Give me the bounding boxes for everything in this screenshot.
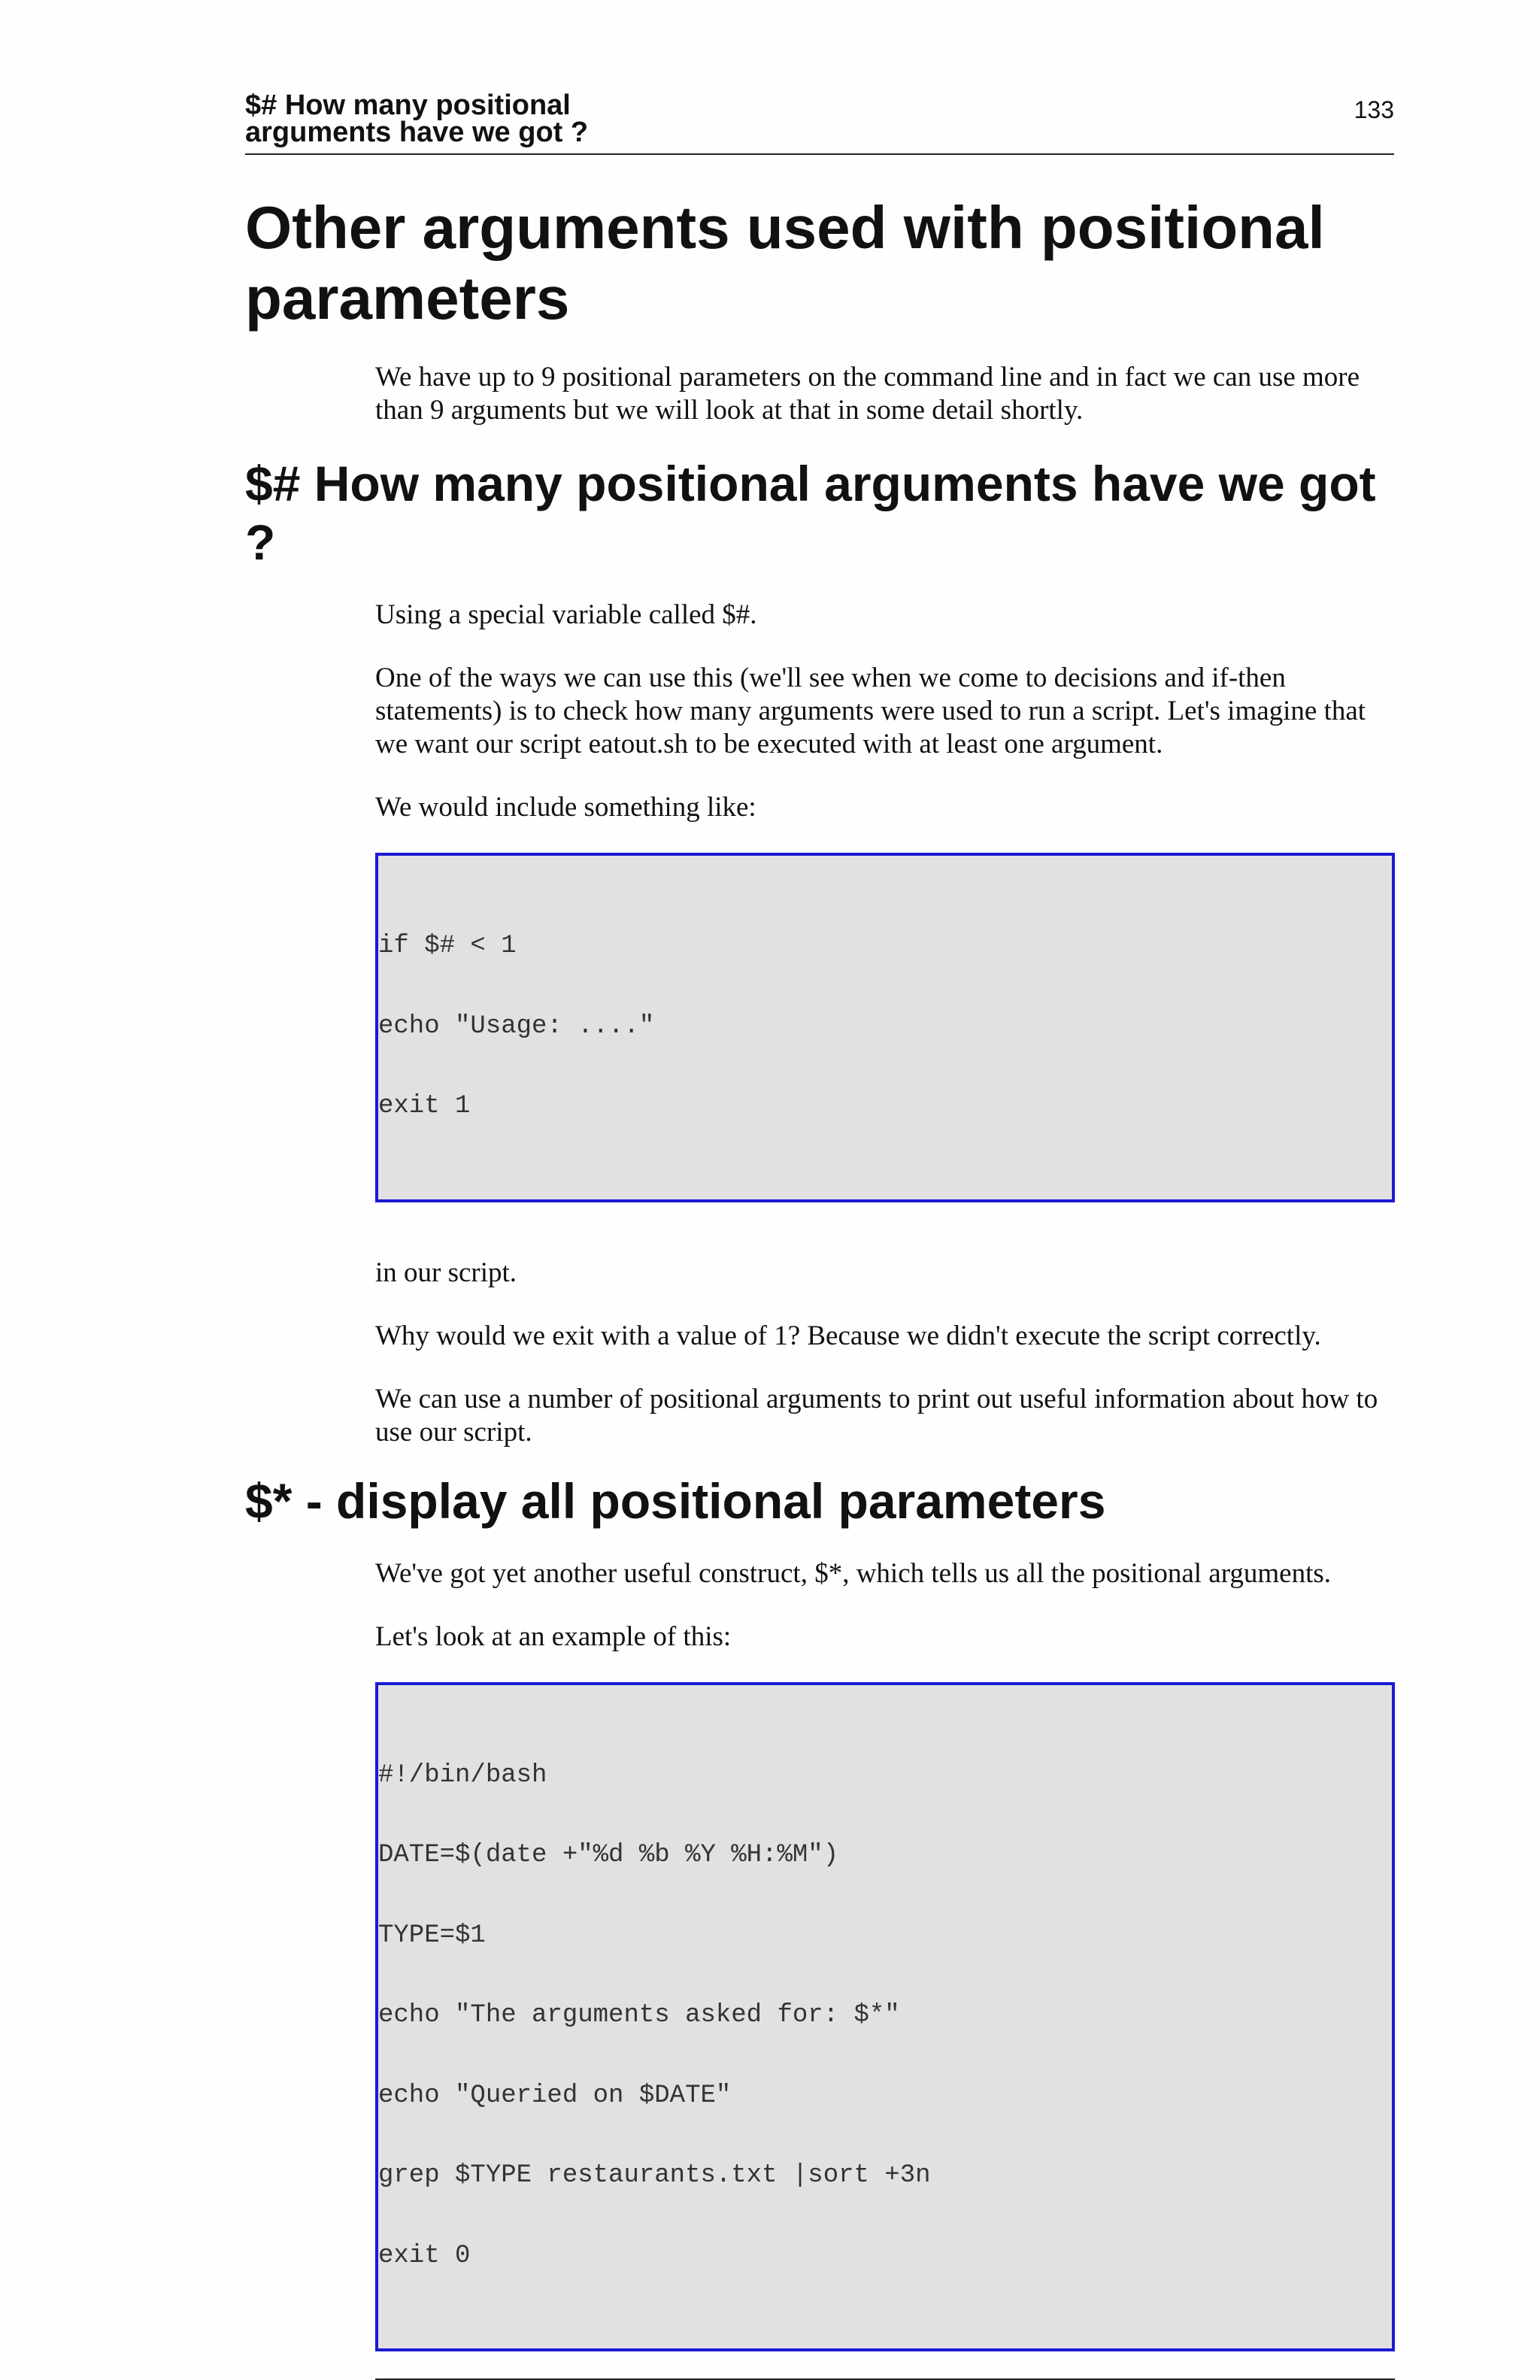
- running-header-title: $# How many positional arguments have we got ?: [245, 89, 589, 148]
- intro-block: [375, 361, 1395, 427]
- code-line: echo "Usage: ....": [378, 1011, 655, 1041]
- paragraph-include: We would include something like:: [375, 792, 756, 823]
- intro-paragraph: We have up to 9 positional parameters on the command line and in fact we can use more than 9 arguments but we will look at that in some detail shortly.: [375, 362, 1360, 426]
- code-line: exit 0: [378, 2241, 471, 2270]
- code-line: exit 1: [378, 1092, 471, 1120]
- paragraph-construct: We've got yet another useful construct, $*, which tells us all the positional arguments.: [375, 1557, 1332, 1589]
- paragraph-example-intro: Let's look at an example of this:: [375, 1621, 732, 1652]
- paragraph-exit-value: Why would we exit with a value of 1? Because we didn't execute the script correctly.: [375, 1320, 1321, 1351]
- paragraph-special-variable: Using a special variable called $#.: [375, 599, 757, 630]
- count-section-body: [375, 599, 1395, 1449]
- code-line: grep $TYPE restaurants.txt |sort +3n: [378, 2161, 931, 2190]
- all-section-body: [375, 1557, 1395, 2352]
- page-number: 133: [1354, 96, 1394, 123]
- section-heading-all: $* - display all positional parameters: [245, 1472, 1106, 1529]
- document-page: [245, 0, 1394, 2380]
- code-line: echo "The arguments asked for: $*": [378, 2001, 900, 2030]
- section-heading-count: $# How many positional arguments have we got ?: [245, 456, 1376, 570]
- code-block-argcheck: [375, 853, 1395, 1202]
- running-header: [245, 89, 1394, 155]
- code-line: DATE=$(date +"%d %b %Y %H:%M"): [378, 1841, 839, 1869]
- code-line: echo "Queried on $DATE": [378, 2081, 732, 2110]
- code-line: TYPE=$1: [378, 1921, 486, 1950]
- code-line: if $# < 1: [378, 932, 517, 960]
- code-block-example-script: [375, 1682, 1395, 2352]
- paragraph-usage-info: We can use a number of positional arguments to print out useful information about how to use our script.: [375, 1383, 1378, 1448]
- paragraph-in-script: in our script.: [375, 1257, 517, 1288]
- main-heading: Other arguments used with positional parameters: [245, 194, 1325, 332]
- paragraph-usage-explanation: One of the ways we can use this (we'll see when we come to decisions and if-then statements) is to check how many arguments were used to run a script. Let's imagine that we want our script eatout.sh to be executed with at least one argument.: [375, 662, 1366, 759]
- code-line: #!/bin/bash: [378, 1760, 547, 1790]
